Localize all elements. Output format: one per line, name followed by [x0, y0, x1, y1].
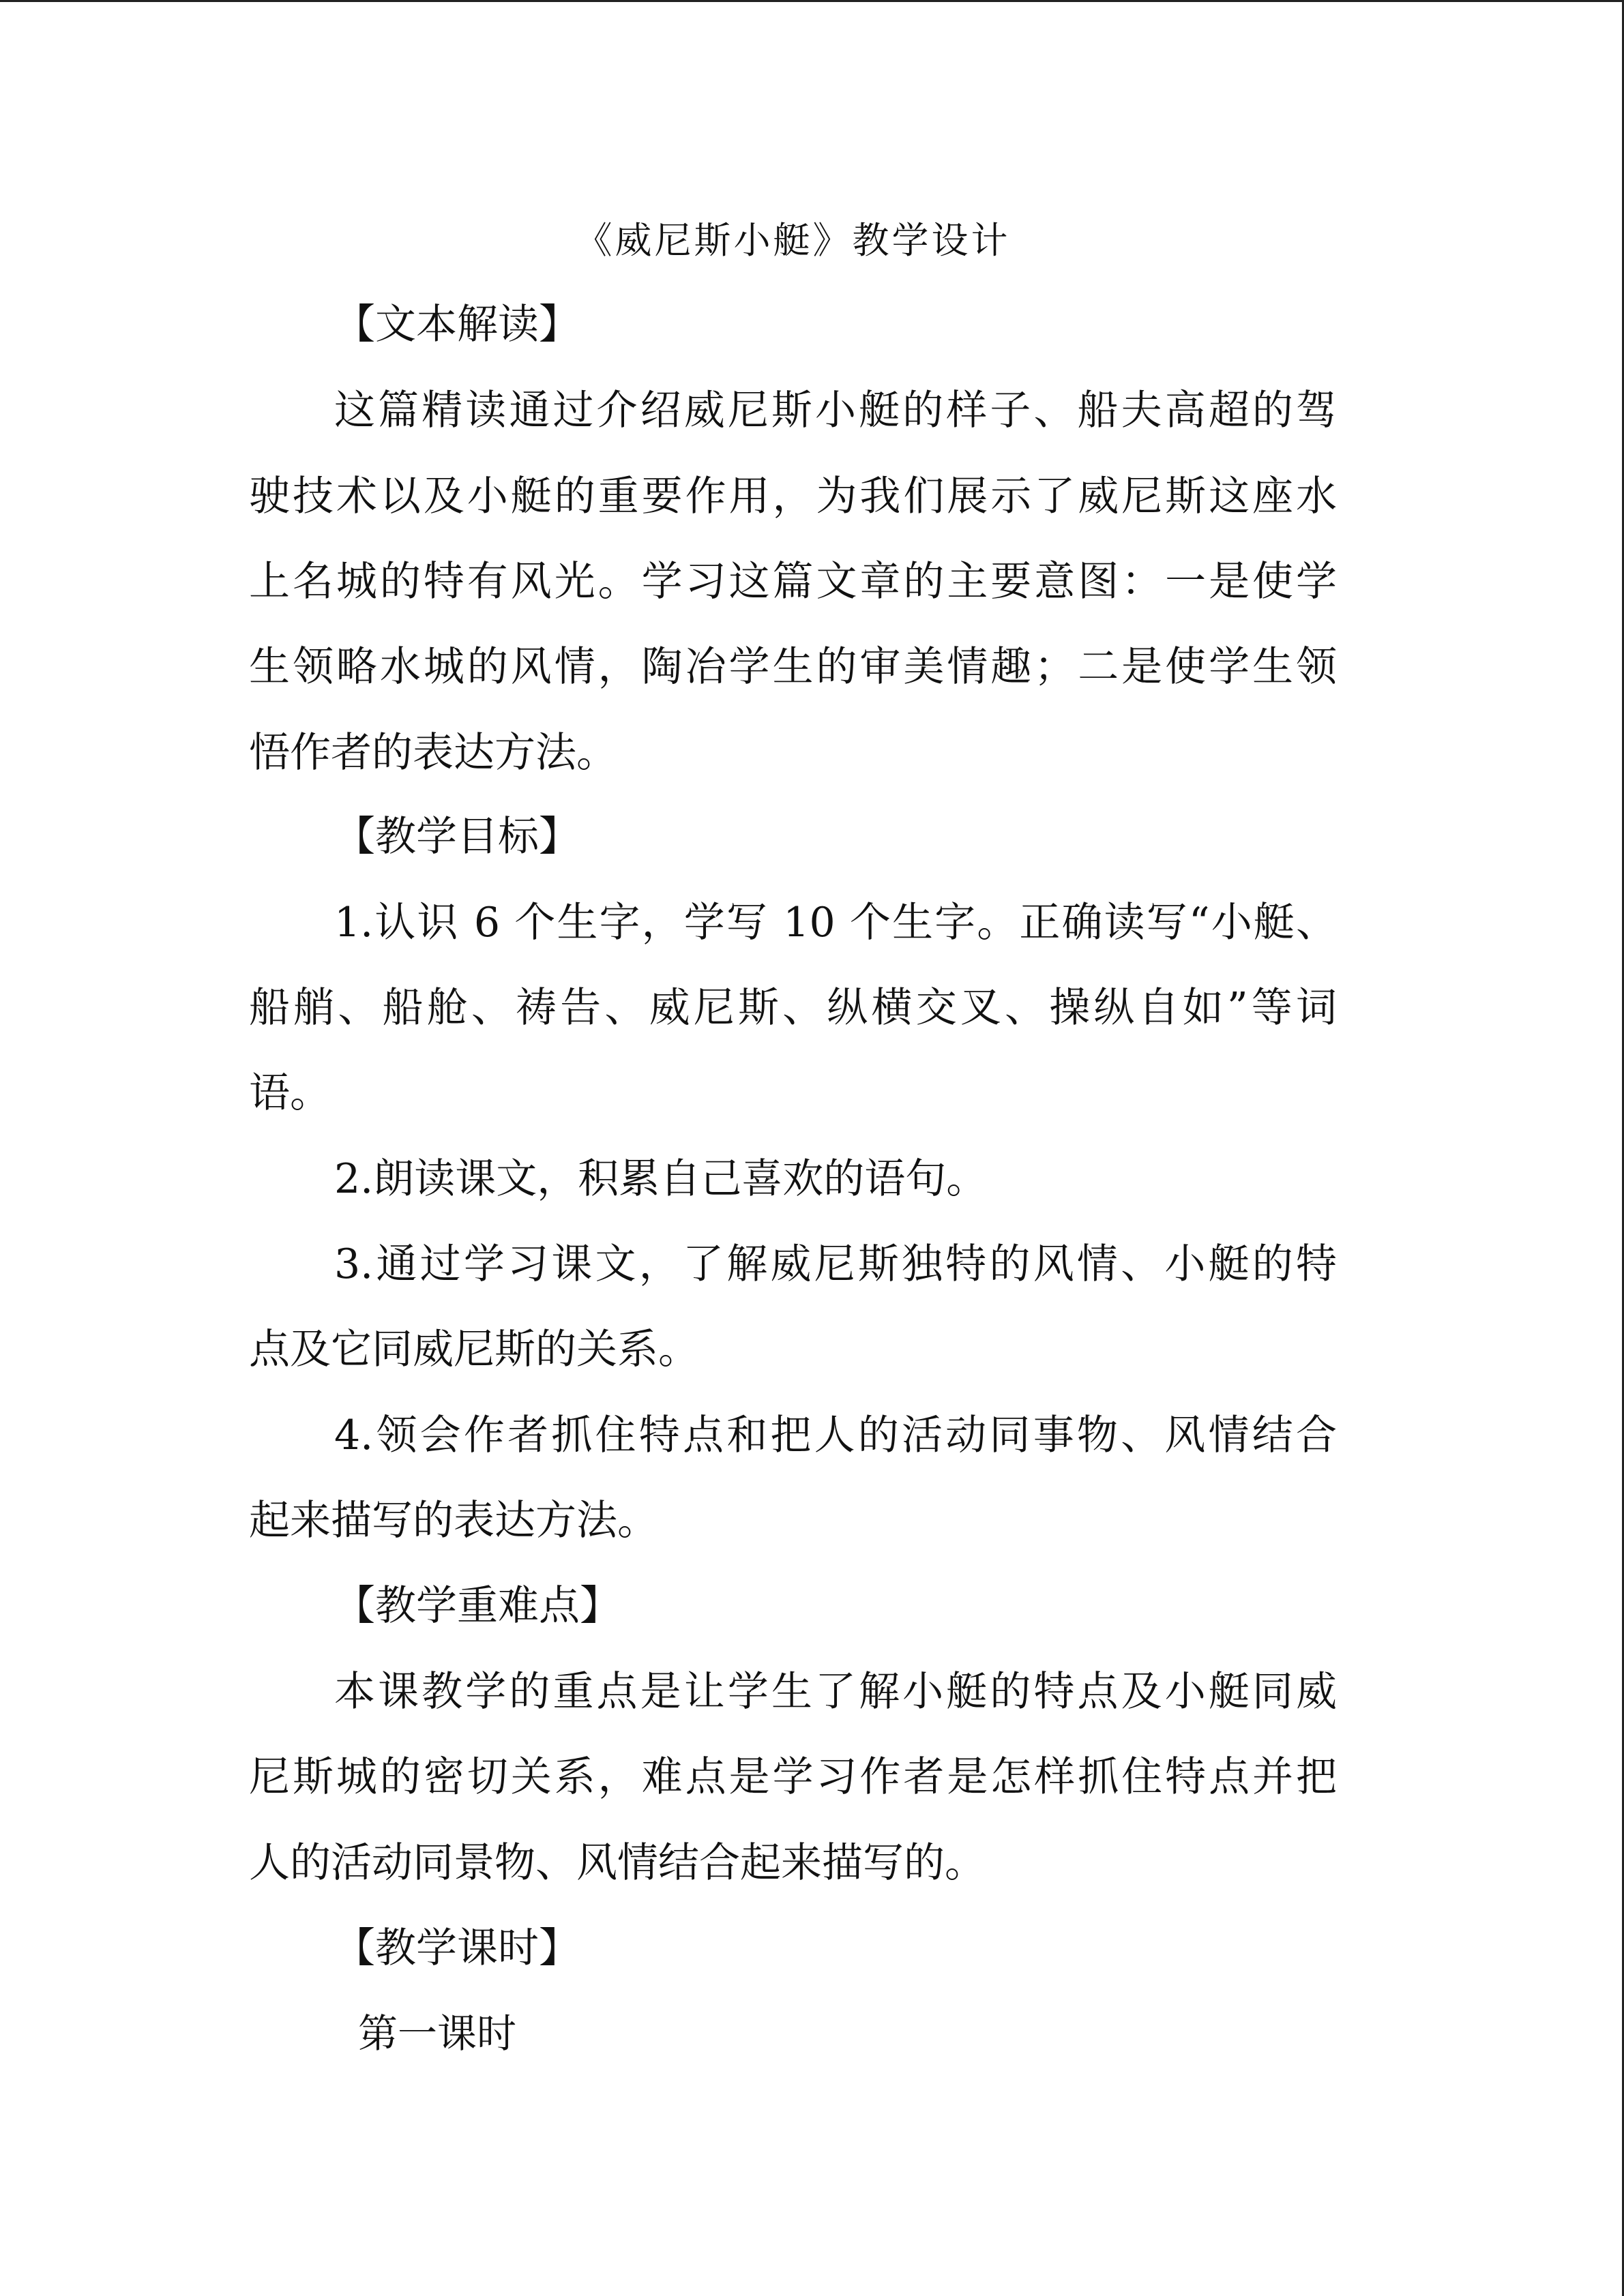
reading-line-2: 驶技术以及小艇的重要作用，为我们展示了威尼斯这座水	[249, 473, 1337, 520]
goals-line-4: 2.朗读课文，积累自己喜欢的语句。	[334, 1155, 988, 1203]
goals-line-1: 1.认识 6 个生字，学写 10 个生字。正确读写“小艇、	[334, 899, 1337, 946]
reading-line-4: 生领略水城的风情，陶冶学生的审美情趣；二是使学生领	[249, 643, 1337, 691]
goals-line-2: 船艄、船舱、祷告、威尼斯、纵横交叉、操纵自如”等词	[249, 984, 1337, 1032]
reading-line-1: 这篇精读通过介绍威尼斯小艇的样子、船夫高超的驾	[334, 387, 1337, 434]
goals-line-8: 起来描写的表达方法。	[249, 1497, 658, 1545]
difficulty-line-2: 尼斯城的密切关系，难点是学习作者是怎样抓住特点并把	[249, 1753, 1337, 1801]
goals-line-6: 点及它同威尼斯的关系。	[249, 1326, 699, 1373]
reading-line-5: 悟作者的表达方法。	[249, 729, 617, 777]
document-title: 《威尼斯小艇》教学设计	[575, 219, 1011, 262]
section-heading-difficulty: 【教学重难点】	[334, 1582, 621, 1630]
goals-line-5: 3.通过学习课文，了解威尼斯独特的风情、小艇的特	[334, 1240, 1337, 1288]
page-top-border	[0, 0, 1624, 2]
reading-line-3: 上名城的特有风光。学习这篇文章的主要意图：一是使学	[249, 558, 1337, 606]
periods-first: 第一课时	[358, 2010, 517, 2057]
section-heading-reading: 【文本解读】	[334, 301, 580, 348]
section-heading-goals: 【教学目标】	[334, 813, 580, 861]
section-heading-periods: 【教学课时】	[334, 1924, 580, 1972]
difficulty-line-1: 本课教学的重点是让学生了解小艇的特点及小艇同威	[334, 1668, 1337, 1716]
difficulty-line-3: 人的活动同景物、风情结合起来描写的。	[249, 1839, 986, 1887]
goals-line-7: 4.领会作者抓住特点和把人的活动同事物、风情结合	[334, 1412, 1337, 1459]
goals-line-3: 语。	[249, 1069, 331, 1117]
